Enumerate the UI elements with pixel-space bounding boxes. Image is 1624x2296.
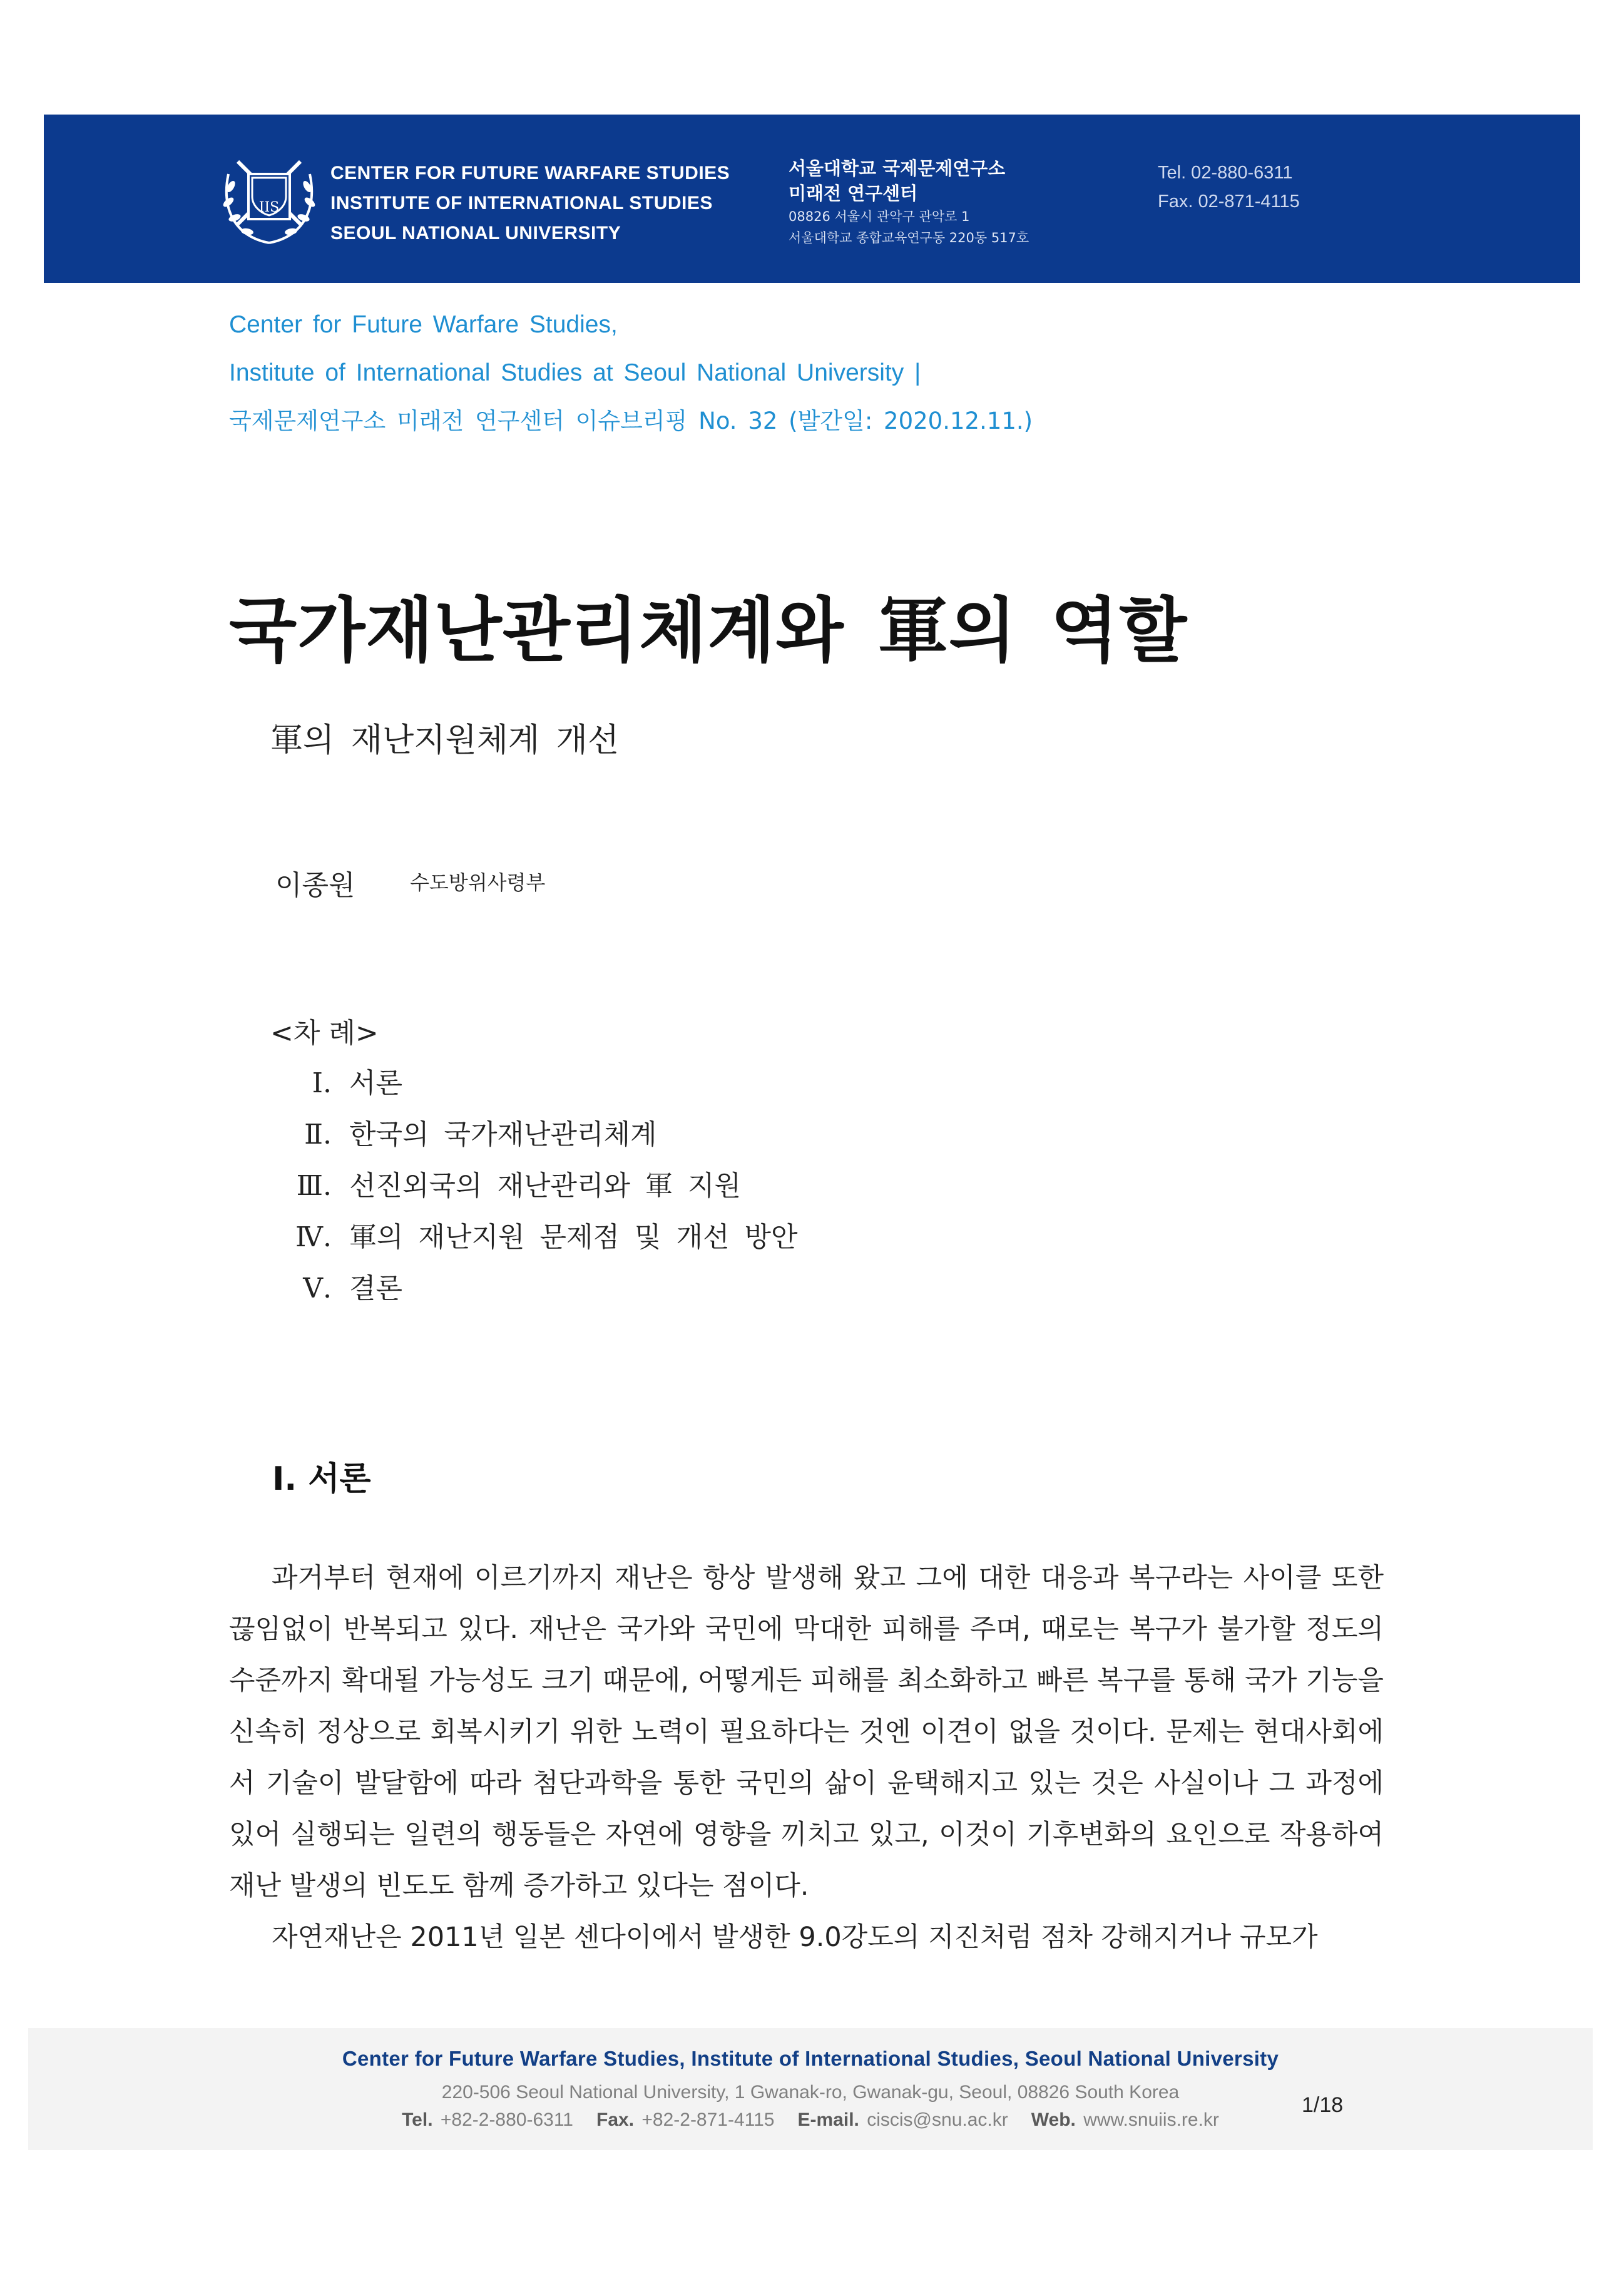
- header-fax: Fax. 02-871-4115: [1158, 192, 1300, 212]
- header-ko-address2: 서울대학교 종합교육연구동 220동 517호: [789, 230, 1029, 245]
- toc-item-number: Ⅲ.: [296, 1170, 332, 1202]
- toc-item-label: 결론: [349, 1273, 403, 1304]
- document-subtitle: 軍의 재난지원체계 개선: [270, 722, 620, 759]
- publication-line3: 국제문제연구소 미래전 연구센터 이슈브리핑 No. 32 (발간일: 2020.12.11.): [229, 407, 1033, 434]
- footer-tel: +82-2-880-6311: [440, 2109, 573, 2130]
- header-en-line: CENTER FOR FUTURE WARFARE STUDIES: [330, 163, 730, 183]
- footer-email-label: E-mail.: [797, 2109, 859, 2130]
- header-english-name: [330, 158, 730, 249]
- toc-heading: <차 례>: [270, 1017, 379, 1049]
- header-ko-line1: 서울대학교 국제문제연구소: [789, 158, 1006, 179]
- table-of-contents: [294, 1058, 797, 1315]
- author-name: 이종원: [275, 869, 355, 901]
- header-tel: Tel. 02-880-6311: [1158, 163, 1293, 183]
- footer-band: [28, 2028, 1593, 2150]
- toc-item-label: 한국의 국가재난관리체계: [349, 1119, 657, 1151]
- body-paragraph: 과거부터 현재에 이르기까지 재난은 항상 발생해 왔고 그에 대한 대응과 복구라는 사이클 또한 끊임없이 반복되고 있다. 재난은 국가와 국민에 막대한 피해를 주며, 때로는 복구가 불가할 정도의 수준까지 확대될 가능성도 크기 때문에, 어떻게든 피해를 최소화하고 빠른 복구를 통해 국가 기능을 신속히 정상으로 회복시키기 위한 노력이 필요하다는 것엔 이견이 없을 것이다. 문제는 현대사회에서 기술이 발달함에 따라 첨단과학을 통한 국민의 삶이 윤택해지고 있는 것은 사실이나 그 과정에 있어 실행되는 일련의 행동들은 자연에 영향을 끼치고 있고, 이것이 기후변화의 요인으로 작용하여 재난 발생의 빈도도 함께 증가하고 있다는 점이다.: [229, 1562, 1384, 1902]
- header-ko-line2: 미래전 연구센터: [789, 183, 918, 204]
- footer-tel-label: Tel.: [402, 2109, 433, 2130]
- body-paragraph: 자연재난은 2011년 일본 센다이에서 발생한 9.0강도의 지진처럼 점차 강해지거나 규모가: [272, 1922, 1318, 1953]
- footer-fax-label: Fax.: [596, 2109, 635, 2130]
- section-body: [229, 1552, 1384, 1963]
- header-band: [44, 115, 1580, 283]
- toc-item: [294, 1109, 797, 1161]
- snu-emblem-icon: [210, 149, 329, 249]
- header-contact: [1158, 158, 1300, 216]
- toc-item: [294, 1058, 797, 1109]
- footer-web-link[interactable]: www.snuiis.re.kr: [1083, 2109, 1219, 2130]
- publication-line1: Center for Future Warfare Studies,: [229, 311, 618, 338]
- toc-item-number: Ⅴ.: [303, 1273, 332, 1304]
- logo-text: IIS: [258, 200, 280, 215]
- header-en-line: INSTITUTE OF INTERNATIONAL STUDIES: [330, 193, 713, 213]
- section-heading: I. 서론: [272, 1460, 371, 1498]
- toc-item-number: Ⅰ.: [312, 1067, 332, 1099]
- footer-web-label: Web.: [1031, 2109, 1076, 2130]
- toc-item: [294, 1212, 797, 1263]
- header-en-line: SEOUL NATIONAL UNIVERSITY: [330, 223, 621, 243]
- document-title: 국가재난관리체계와 軍의 역할: [229, 590, 1188, 672]
- toc-item-label: 軍의 재난지원 문제점 및 개선 방안: [349, 1221, 798, 1253]
- footer-contact: [28, 2109, 1593, 2131]
- footer-address: 220-506 Seoul National University, 1 Gwanak-ro, Gwanak-gu, Seoul, 08826 South Korea: [441, 2082, 1180, 2103]
- footer-organization: Center for Future Warfare Studies, Institute of International Studies, Seoul National University: [342, 2047, 1279, 2070]
- author-affiliation: 수도방위사령부: [410, 871, 546, 894]
- header-ko-address1: 08826 서울시 관악구 관악로 1: [789, 209, 970, 224]
- toc-item-number: Ⅳ.: [295, 1221, 332, 1253]
- toc-item: [294, 1161, 797, 1212]
- toc-item-label: 서론: [349, 1067, 403, 1099]
- footer-fax: +82-2-871-4115: [641, 2109, 775, 2130]
- publication-info: [229, 300, 1033, 445]
- header-korean-name: [789, 156, 1029, 249]
- toc-item-label: 선진외국의 재난관리와 軍 지원: [349, 1170, 742, 1202]
- publication-line2: Institute of International Studies at Seoul National University |: [229, 359, 921, 386]
- page-number: 1/18: [1302, 2093, 1344, 2117]
- footer-email-link[interactable]: ciscis@snu.ac.kr: [867, 2109, 1008, 2130]
- toc-item: [294, 1263, 797, 1315]
- toc-item-number: Ⅱ.: [304, 1119, 332, 1151]
